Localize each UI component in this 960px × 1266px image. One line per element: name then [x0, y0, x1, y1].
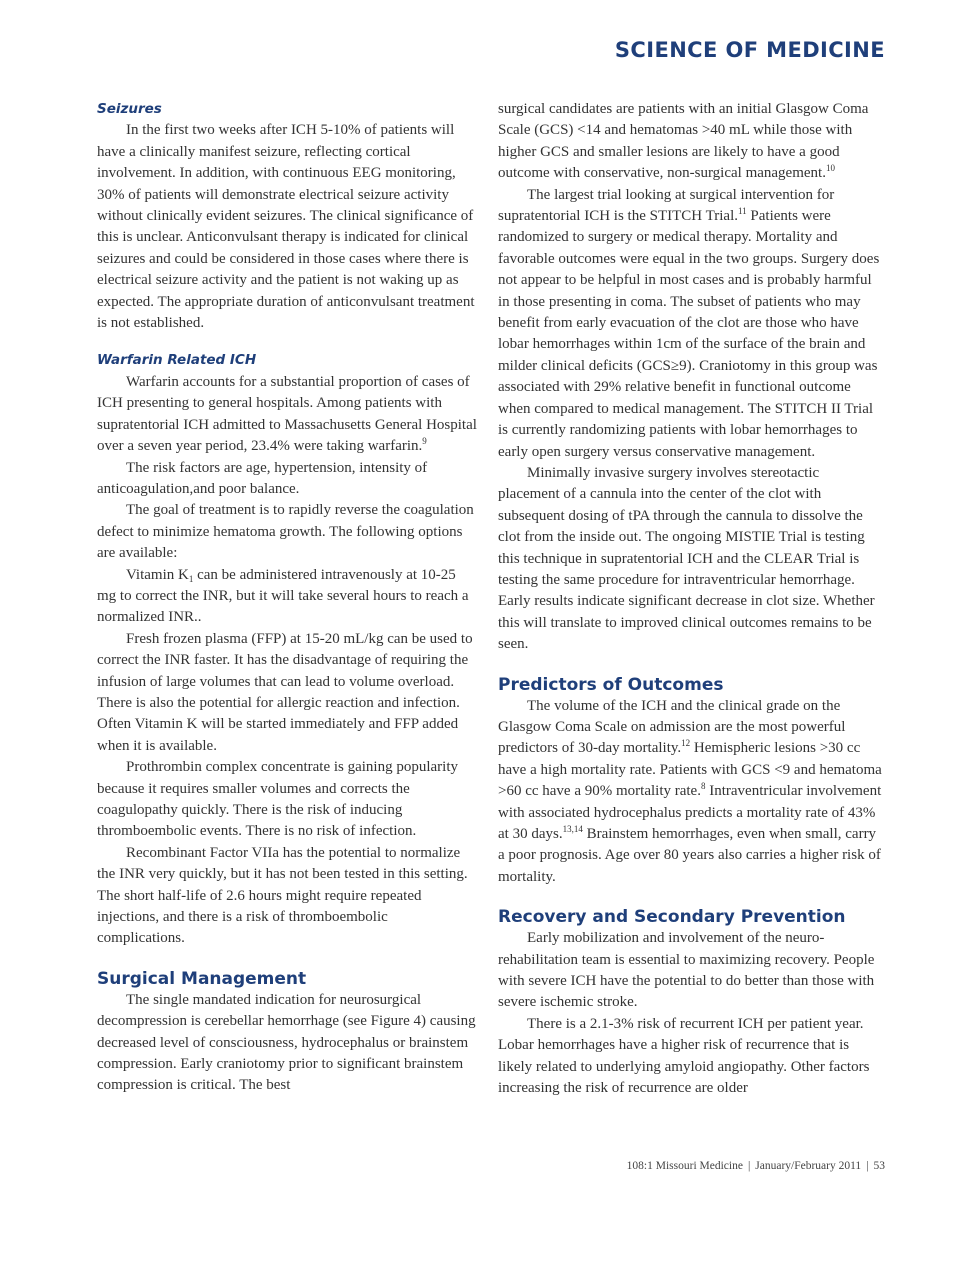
heading-predictors: Predictors of Outcomes [498, 674, 724, 695]
spacer [97, 334, 477, 350]
reference-superscript: 11 [738, 206, 747, 217]
footer-journal: 108:1 Missouri Medicine [626, 1160, 743, 1172]
spacer [97, 950, 477, 968]
footer [627, 1160, 885, 1172]
heading-recovery: Recovery and Secondary Prevention [498, 907, 846, 928]
reference-superscript: 9 [422, 436, 427, 447]
subheading-warfarin: Warfarin Related ICH [97, 352, 257, 369]
paragraph-text: Brainstem hemorrhages, even when small, carry a poor prognosis. Age over 80 years also carries a higher risk of mortality. [498, 826, 881, 885]
paragraph-text: Warfarin accounts for a substantial proportion of cases of ICH presenting to general hospitals. Among patients with supratentorial ICH admitted to Massachusetts General Hospital over a seven year period, 23.4% were taking warfarin. [97, 373, 477, 455]
paragraph: The risk factors are age, hypertension, intensity of anticoagulation,and poor balance. [97, 459, 428, 497]
heading-surgical-management: Surgical Management [97, 968, 307, 989]
section-title: SCIENCE OF MEDICINE [614, 38, 885, 62]
spacer [498, 656, 882, 674]
footer-divider: | [747, 1160, 751, 1172]
paragraph: Recombinant Factor VIIa has the potential to normalize the INR very quickly, but it has not been tested in this setting. The short half-life of 2.6 hours might require repeated injections, and there is a risk of thromboembolic complications. [97, 844, 468, 947]
paragraph-text: Vitamin K [126, 566, 189, 583]
subscript: 1 [188, 573, 194, 584]
reference-superscript: 8 [700, 781, 706, 792]
footer-date: January/February 2011 [755, 1160, 862, 1172]
paragraph: The single mandated indication for neurosurgical decompression is cerebellar hemorrhage (see Figure 4) causing decreased level of consciousness, hydrocephalus or brainstem compression. Early craniotomy prior to significant brainstem compression is critical. The best [97, 991, 476, 1094]
right-column [498, 99, 882, 1099]
paragraph-text: Intraventricular involvement with associated hydrocephalus predicts a mortality rate of 43% at 30 days. [498, 783, 882, 842]
subheading-seizures: Seizures [97, 101, 162, 117]
paragraph: The goal of treatment is to rapidly reverse the coagulation defect to minimize hematoma growth. The following options are available: [97, 502, 474, 562]
paragraph-text: surgical candidates are patients with an initial Glasgow Coma Scale (GCS) <14 and hematomas >40 mL while those with higher GCS and smaller lesions are likely to have a good outcome with conservative, non-surgical management. [498, 101, 869, 182]
paragraph [498, 185, 882, 463]
paragraph: There is a 2.1-3% risk of recurrent ICH per patient year. Lobar hemorrhages have a higher risk of recurrence that is likely related to underlying amyloid angiopathy. Other factors increasing the risk of recurrence are older [498, 1015, 870, 1097]
paragraph-continued [498, 99, 882, 185]
paragraph-text: Patients were randomized to surgery or medical therapy. Mortality and favorable outcomes were equal in the two groups. Surgery does not appear to be helpful in most cases and is probably harmful in those presenting in coma. The subset of patients who may benefit from early evacuation of the clot are those who have lobar hemorrhages within 1cm of the surface of the brain and milder clinical deficits (GCS≥9). Craniotomy in this group was associated with 29% relative benefit in functional outcome when compared to medical management. The STITCH II Trial is currently randomizing patients with lobar hemorrhages to early open surgery versus conservative management. [498, 208, 880, 460]
reference-superscript: 10 [825, 163, 835, 174]
paragraph-text: Hemispheric lesions >30 cc have a high mortality rate. Patients with GCS <9 and hematoma >60 cc have a 90% mortality rate. [498, 740, 882, 800]
paragraph-text: The volume of the ICH and the clinical grade on the Glasgow Coma Scale on admission are the most powerful predictors of 30-day mortality. [498, 697, 846, 757]
spacer [498, 888, 882, 906]
paragraph [97, 565, 477, 629]
paragraph: In the first two weeks after ICH 5-10% of patients will have a clinically manifest seizure, reflecting cortical involvement. In addition, with continuous EEG monitoring, 30% of patients will demonstrate electrical seizure activity without clinically evident seizures. The clinical significance of this is unclear. Anticonvulsant therapy is indicated for clinical seizures and could be considered in those cases where there is electrical seizure activity and the patient is not waking up as expected. The appropriate duration of anticonvulsant treatment is not established. [97, 122, 475, 332]
paragraph [498, 696, 882, 889]
paragraph: Fresh frozen plasma (FFP) at 15-20 mL/kg can be used to correct the INR faster. It has the disadvantage of requiring the infusion of large volumes that can lead to volume overload. There is also the potential for allergic reaction and infection. Often Vitamin K will be started immediately and FFP added when it is available. [97, 630, 473, 754]
paragraph-text: can be administered intravenously at 10-25 mg to correct the INR, but it will take several hours to reach a normalized INR.. [97, 566, 469, 626]
footer-page-number: 53 [873, 1160, 885, 1172]
footer-divider: | [866, 1160, 869, 1172]
paragraph: Prothrombin complex concentrate is gaining popularity because it requires smaller volumes and corrects the coagulopathy quickly. There is the risk of inducing thromboembolic events. There is no risk of infection. [97, 759, 459, 840]
left-column [97, 99, 477, 1097]
paragraph-text: The largest trial looking at surgical intervention for supratentorial ICH is the STITCH Trial. [498, 186, 835, 225]
paragraph: Minimally invasive surgery involves stereotactic placement of a cannula into the center of the clot with subsequent dosing of tPA through the cannula to dissolve the clot from the inside out. The ongoing MISTIE Trial is testing this technique in supratentorial ICH and the CLEAR Trial is testing the same procedure for intraventricular hemorrhage. Early results indicate significant decrease in clot size. Whether this will translate to improved clinical outcomes remains to be seen. [498, 464, 875, 653]
paragraph: Early mobilization and involvement of the neuro-rehabilitation team is essential to maximizing recovery. People with severe ICH have the potential to do better than those with severe ischemic stroke. [498, 930, 875, 1011]
reference-superscript: 12 [681, 738, 691, 749]
paragraph [97, 372, 477, 458]
reference-superscript: 13,14 [562, 824, 583, 834]
